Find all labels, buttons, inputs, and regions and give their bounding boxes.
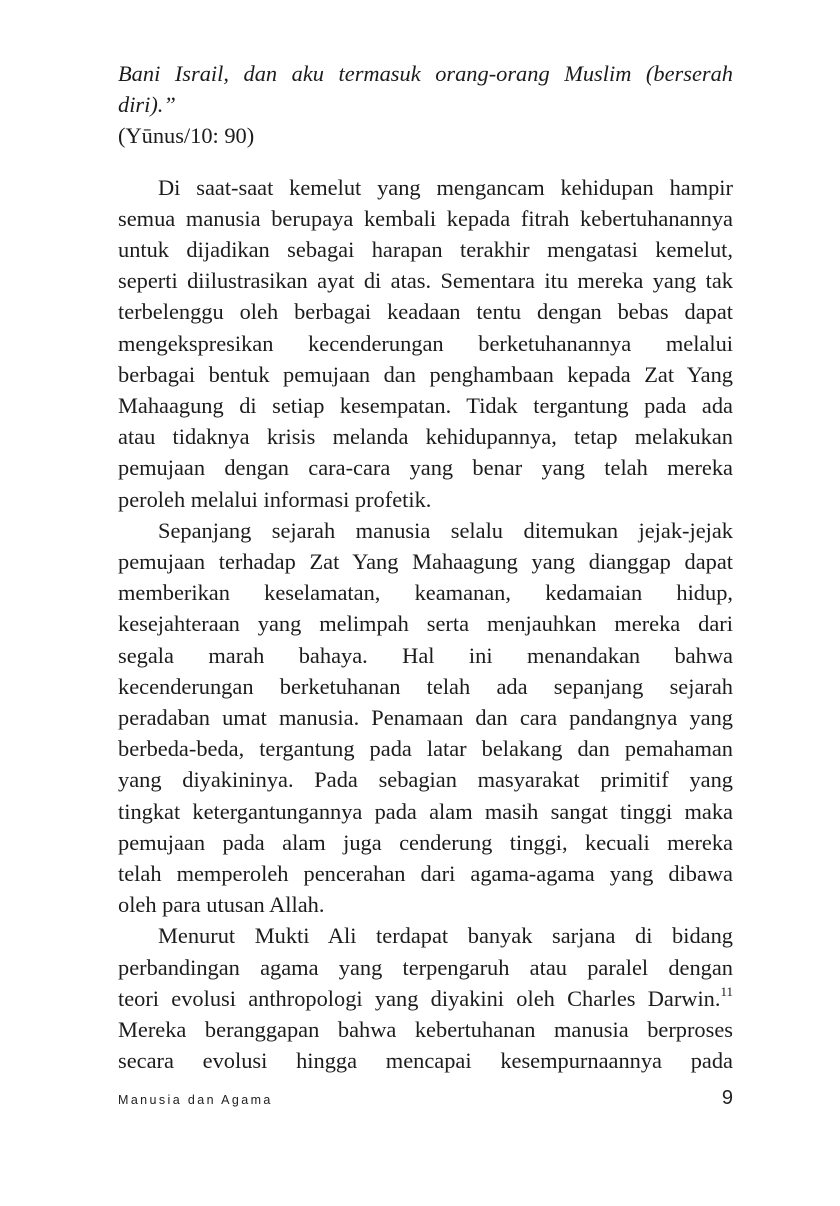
text-line: segala marah bahaya. Hal ini menandakan bahwa bbox=[118, 642, 733, 668]
text-line: yang diyakininya. Pada sebagian masyarakat primitif yang bbox=[118, 767, 733, 793]
text-line-with-footnote bbox=[118, 983, 733, 1014]
running-title: Manusia dan Agama bbox=[118, 1093, 273, 1107]
text-line: Di saat-saat kemelut yang mengancam kehidupan hampir bbox=[158, 174, 733, 200]
text-line: berbagai bentuk pemujaan dan penghambaan kepada Zat Yang bbox=[118, 361, 733, 387]
quote-reference: (Yūnus/10: 90) bbox=[118, 123, 255, 149]
text-line: seperti diilustrasikan ayat di atas. Sementara itu mereka yang tak bbox=[118, 268, 733, 294]
text-line: peradaban umat manusia. Penamaan dan cara pandangnya yang bbox=[118, 705, 733, 731]
footnote-marker[interactable]: 11 bbox=[720, 983, 733, 999]
paragraph-3 bbox=[118, 920, 733, 1076]
text-line: tingkat ketergantungannya pada alam masih sangat tinggi maka bbox=[118, 798, 733, 824]
quran-quote bbox=[118, 58, 733, 152]
text-line: pemujaan terhadap Zat Yang Mahaagung yang dianggap dapat bbox=[118, 549, 733, 575]
text-line: kecenderungan berketuhanan telah ada sepanjang sejarah bbox=[118, 673, 733, 699]
body-text bbox=[118, 58, 733, 1077]
text-line: secara evolusi hingga mencapai kesempurnaannya pada bbox=[118, 1048, 733, 1074]
text-line: Mahaagung di setiap kesempatan. Tidak tergantung pada ada bbox=[118, 393, 733, 419]
text-line: pemujaan dengan cara-cara yang benar yang telah mereka bbox=[118, 455, 733, 481]
text-line: kesejahteraan yang melimpah serta menjauhkan mereka dari bbox=[118, 611, 733, 637]
paragraph-2 bbox=[118, 515, 733, 921]
paragraph-1 bbox=[118, 172, 733, 515]
text-line-content: teori evolusi anthropologi yang diyakini oleh Charles Darwin. bbox=[118, 985, 721, 1011]
text-line: mengekspresikan kecenderungan berketuhanannya melalui bbox=[118, 330, 733, 356]
text-line: terbelenggu oleh berbagai keadaan tentu dengan bebas dapat bbox=[118, 299, 733, 325]
text-line: telah memperoleh pencerahan dari agama-agama yang dibawa bbox=[118, 861, 733, 887]
text-line: oleh para utusan Allah. bbox=[118, 892, 325, 918]
text-line: pemujaan pada alam juga cenderung tinggi, kecuali mereka bbox=[118, 829, 733, 855]
text-line: memberikan keselamatan, keamanan, kedamaian hidup, bbox=[118, 580, 733, 606]
quote-text: Bani Israil, dan aku termasuk orang-orang Muslim (berserah diri).” bbox=[118, 61, 733, 118]
text-line: berbeda-beda, tergantung pada latar belakang dan pemahaman bbox=[118, 736, 733, 762]
page-footer bbox=[118, 1087, 733, 1115]
text-line: atau tidaknya krisis melanda kehidupannya, tetap melakukan bbox=[118, 424, 733, 450]
text-line: perbandingan agama yang terpengaruh atau paralel dengan bbox=[118, 954, 733, 980]
text-line: untuk dijadikan sebagai harapan terakhir mengatasi kemelut, bbox=[118, 237, 733, 263]
text-line: semua manusia berupaya kembali kepada fitrah kebertuhanannya bbox=[118, 205, 733, 231]
text-line: Mereka beranggapan bahwa kebertuhanan manusia berproses bbox=[118, 1017, 733, 1043]
page-number: 9 bbox=[721, 1087, 733, 1109]
text-line: Menurut Mukti Ali terdapat banyak sarjana di bidang bbox=[158, 923, 733, 949]
text-line: Sepanjang sejarah manusia selalu ditemukan jejak-jejak bbox=[158, 517, 733, 543]
text-line: peroleh melalui informasi profetik. bbox=[118, 486, 432, 512]
